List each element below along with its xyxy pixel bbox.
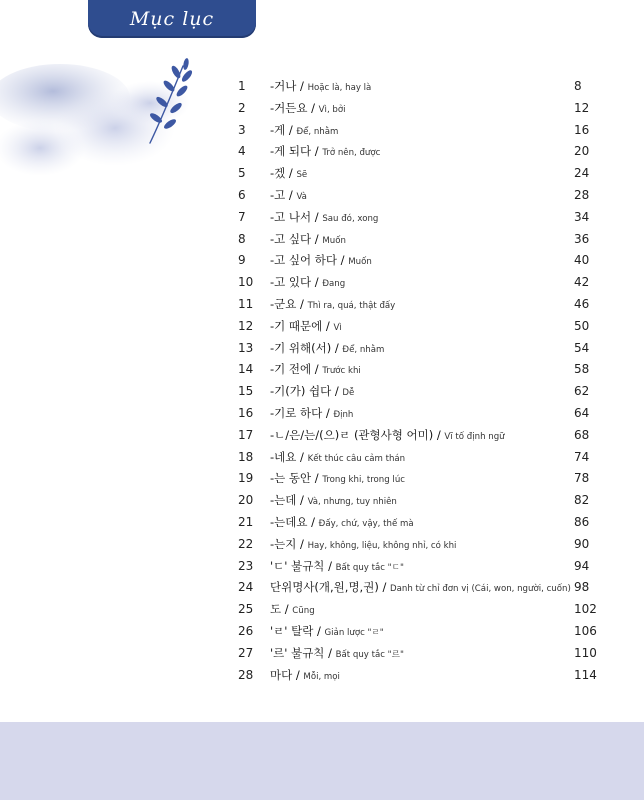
toc-separator: / <box>378 580 390 595</box>
toc-row[interactable] <box>238 338 598 360</box>
watercolor-leaf-decoration <box>0 58 225 183</box>
toc-meaning: Muốn <box>322 235 346 246</box>
toc-meaning: Đang <box>322 279 346 290</box>
toc-grammar: -기(가) 쉽다 <box>270 384 332 399</box>
toc-meaning: Và <box>296 191 307 202</box>
toc-meaning: Để, nhằm <box>296 126 339 137</box>
toc-row[interactable] <box>238 207 598 229</box>
toc-page-number: 110 <box>574 645 597 660</box>
toc-separator: / <box>285 122 297 137</box>
toc-entry <box>270 359 361 383</box>
toc-entry <box>270 294 395 318</box>
toc-row[interactable] <box>238 250 598 272</box>
toc-meaning: Cũng <box>292 606 315 617</box>
toc-meaning: Đấy, chứ, vậy, thế mà <box>318 518 414 529</box>
toc-row[interactable] <box>238 665 598 687</box>
toc-page-number: 64 <box>574 405 590 420</box>
toc-entry <box>270 599 315 623</box>
toc-separator: / <box>296 296 308 311</box>
toc-grammar: 도 <box>270 602 282 617</box>
toc-page-number: 28 <box>574 187 590 202</box>
toc-entry <box>270 185 307 209</box>
toc-entry <box>270 272 345 296</box>
toc-number: 6 <box>238 187 246 202</box>
toc-entry <box>270 98 346 122</box>
toc-separator: / <box>331 384 343 399</box>
toc-meaning: Sẽ <box>296 170 308 181</box>
toc-number: 3 <box>238 122 246 137</box>
toc-entry <box>270 512 414 536</box>
toc-entry <box>270 490 397 514</box>
toc-row[interactable] <box>238 425 598 447</box>
toc-page-number: 24 <box>574 166 590 181</box>
toc-row[interactable] <box>238 120 598 142</box>
toc-row[interactable] <box>238 294 598 316</box>
toc-entry <box>270 643 404 667</box>
toc-grammar: -거든요 <box>270 100 308 115</box>
toc-meaning: Để, nhằm <box>342 344 385 355</box>
toc-separator: / <box>311 471 323 486</box>
toc-page-number: 94 <box>574 558 590 573</box>
toc-number: 1 <box>238 79 246 93</box>
toc-meaning: Hay, không, liệu, không nhỉ, có khi <box>307 540 457 551</box>
toc-page-number: 8 <box>574 79 582 93</box>
toc-grammar: -고 싶다 <box>270 231 312 246</box>
toc-row[interactable] <box>238 76 598 98</box>
toc-entry <box>270 141 380 165</box>
table-of-contents <box>238 76 598 686</box>
toc-number: 8 <box>238 231 246 246</box>
toc-number: 23 <box>238 558 254 573</box>
title-tab <box>88 0 256 38</box>
toc-grammar: -고 나서 <box>270 209 312 224</box>
toc-meaning: Vĩ tố định ngữ <box>444 431 505 442</box>
page-title: Mục lục <box>129 8 215 30</box>
toc-number: 11 <box>238 296 254 311</box>
toc-meaning: Bất quy tắc "르" <box>335 649 404 660</box>
toc-meaning: Và, nhưng, tuy nhiên <box>307 497 397 508</box>
toc-number: 26 <box>238 623 254 638</box>
toc-page-number: 36 <box>574 231 590 246</box>
toc-number: 18 <box>238 449 254 464</box>
toc-row[interactable] <box>238 577 598 599</box>
toc-page-number: 102 <box>574 602 597 617</box>
toc-meaning: Giản lược "ㄹ" <box>324 627 384 638</box>
toc-number: 9 <box>238 253 246 268</box>
toc-separator: / <box>296 493 308 508</box>
toc-grammar: -군요 <box>270 296 297 311</box>
toc-number: 22 <box>238 536 254 551</box>
toc-meaning: Danh từ chỉ đơn vị (Cái, won, người, cuốn) <box>390 584 571 595</box>
toc-page-number: 114 <box>574 667 597 682</box>
toc-grammar: 'ㄷ' 불규칙 <box>270 558 325 573</box>
toc-row[interactable] <box>238 621 598 643</box>
toc-number: 24 <box>238 580 254 595</box>
toc-number: 27 <box>238 645 254 660</box>
toc-entry <box>270 468 405 492</box>
toc-separator: / <box>311 231 323 246</box>
toc-entry <box>270 76 371 100</box>
toc-number: 16 <box>238 405 254 420</box>
toc-grammar: -겠 <box>270 166 286 181</box>
toc-row[interactable] <box>238 316 598 338</box>
toc-entry <box>270 621 384 645</box>
toc-page-number: 46 <box>574 296 590 311</box>
toc-entry <box>270 447 405 471</box>
toc-separator: / <box>313 623 325 638</box>
toc-grammar: -는데 <box>270 493 297 508</box>
toc-separator: / <box>322 405 334 420</box>
toc-entry <box>270 534 456 558</box>
toc-row[interactable] <box>238 141 598 163</box>
toc-number: 28 <box>238 667 254 682</box>
toc-grammar: -게 되다 <box>270 144 312 159</box>
toc-separator: / <box>331 340 343 355</box>
toc-entry <box>270 403 353 427</box>
toc-page-number: 78 <box>574 471 590 486</box>
toc-page-number: 62 <box>574 384 590 399</box>
toc-row[interactable] <box>238 185 598 207</box>
toc-meaning: Kết thúc câu cảm thán <box>307 453 406 464</box>
toc-number: 13 <box>238 340 254 355</box>
toc-page-number: 34 <box>574 209 590 224</box>
toc-meaning: Mỗi, mọi <box>303 671 340 682</box>
toc-meaning: Trong khi, trong lúc <box>322 475 405 486</box>
toc-meaning: Bất quy tắc "ㄷ" <box>335 562 404 573</box>
toc-number: 2 <box>238 100 246 115</box>
toc-number: 17 <box>238 427 254 442</box>
toc-row[interactable] <box>238 272 598 294</box>
toc-separator: / <box>285 166 297 181</box>
toc-entry <box>270 316 342 340</box>
toc-grammar: -기 때문에 <box>270 318 323 333</box>
toc-row[interactable] <box>238 163 598 185</box>
toc-page-number: 58 <box>574 362 590 377</box>
toc-meaning: Vì <box>333 322 342 333</box>
toc-grammar: -거나 <box>270 79 297 93</box>
toc-separator: / <box>311 144 323 159</box>
toc-page-number: 50 <box>574 318 590 333</box>
toc-entry <box>270 207 378 231</box>
toc-row[interactable] <box>238 468 598 490</box>
toc-grammar: 'ㄹ' 탈락 <box>270 623 314 638</box>
toc-grammar: 단위명사(개,원,명,권) <box>270 580 379 595</box>
toc-number: 4 <box>238 144 246 159</box>
toc-separator: / <box>285 187 297 202</box>
toc-separator: / <box>337 253 349 268</box>
toc-entry <box>270 229 346 253</box>
toc-number: 10 <box>238 275 254 290</box>
toc-page-number: 68 <box>574 427 590 442</box>
toc-separator: / <box>311 275 323 290</box>
toc-number: 14 <box>238 362 254 377</box>
toc-row[interactable] <box>238 599 598 621</box>
toc-row[interactable] <box>238 447 598 469</box>
toc-row[interactable] <box>238 490 598 512</box>
toc-number: 19 <box>238 471 254 486</box>
footer-band <box>0 722 644 800</box>
toc-page-number: 98 <box>574 580 590 595</box>
toc-separator: / <box>324 558 336 573</box>
toc-grammar: -기 위해(서) <box>270 340 332 355</box>
toc-entry <box>270 381 354 405</box>
toc-meaning: Muốn <box>348 257 372 268</box>
toc-meaning: Hoặc là, hay là <box>307 83 372 93</box>
toc-entry <box>270 120 338 144</box>
toc-row[interactable] <box>238 98 598 120</box>
toc-row[interactable] <box>238 643 598 665</box>
toc-separator: / <box>311 209 323 224</box>
toc-grammar: -는데요 <box>270 514 308 529</box>
toc-row[interactable] <box>238 534 598 556</box>
toc-row[interactable] <box>238 403 598 425</box>
toc-number: 5 <box>238 166 246 181</box>
toc-separator: / <box>296 536 308 551</box>
toc-row[interactable] <box>238 512 598 534</box>
toc-page-number: 20 <box>574 144 590 159</box>
toc-page-number: 90 <box>574 536 590 551</box>
toc-separator: / <box>307 100 319 115</box>
toc-meaning: Trở nên, được <box>322 148 381 159</box>
toc-separator: / <box>324 645 336 660</box>
toc-meaning: Dễ <box>342 388 355 399</box>
toc-entry <box>270 425 505 449</box>
toc-number: 20 <box>238 493 254 508</box>
toc-meaning: Định <box>333 409 354 420</box>
toc-number: 12 <box>238 318 254 333</box>
toc-separator: / <box>311 362 323 377</box>
toc-meaning: Trước khi <box>322 366 361 377</box>
toc-grammar: -고 싶어 하다 <box>270 253 338 268</box>
toc-separator: / <box>281 602 293 617</box>
toc-entry <box>270 338 384 362</box>
toc-page-number: 40 <box>574 253 590 268</box>
toc-page-number: 54 <box>574 340 590 355</box>
toc-row[interactable] <box>238 229 598 251</box>
toc-entry <box>270 665 340 689</box>
toc-grammar: '르' 불규칙 <box>270 645 325 660</box>
toc-entry <box>270 163 307 187</box>
toc-row[interactable] <box>238 381 598 403</box>
toc-entry <box>270 577 571 601</box>
toc-page-number: 82 <box>574 493 590 508</box>
toc-page-number: 12 <box>574 100 590 115</box>
toc-grammar: -기로 하다 <box>270 405 323 420</box>
toc-grammar: -고 <box>270 187 286 202</box>
toc-separator: / <box>292 667 304 682</box>
toc-grammar: -는지 <box>270 536 297 551</box>
toc-row[interactable] <box>238 359 598 381</box>
toc-meaning: Sau đó, xong <box>322 213 379 224</box>
toc-page-number: 106 <box>574 623 597 638</box>
toc-number: 25 <box>238 602 254 617</box>
toc-page-number: 16 <box>574 122 590 137</box>
toc-grammar: -기 전에 <box>270 362 312 377</box>
toc-entry <box>270 556 404 580</box>
toc-row[interactable] <box>238 556 598 578</box>
toc-meaning: Vì, bởi <box>318 104 346 115</box>
toc-separator: / <box>307 514 319 529</box>
toc-grammar: 마다 <box>270 667 293 682</box>
toc-page-number: 42 <box>574 275 590 290</box>
toc-separator: / <box>296 79 308 93</box>
toc-grammar: -고 있다 <box>270 275 312 290</box>
toc-entry <box>270 250 372 274</box>
toc-meaning: Thì ra, quá, thật đấy <box>307 300 396 311</box>
toc-separator: / <box>296 449 308 464</box>
toc-grammar: -게 <box>270 122 286 137</box>
toc-number: 15 <box>238 384 254 399</box>
toc-page-number: 86 <box>574 514 590 529</box>
toc-page-number: 74 <box>574 449 590 464</box>
toc-number: 21 <box>238 514 254 529</box>
toc-separator: / <box>322 318 334 333</box>
toc-separator: / <box>433 427 445 442</box>
toc-number: 7 <box>238 209 246 224</box>
toc-grammar: -네요 <box>270 449 297 464</box>
toc-grammar: -ㄴ/은/는/(으)ㄹ (관형사형 어미) <box>270 427 434 442</box>
toc-grammar: -는 동안 <box>270 471 312 486</box>
